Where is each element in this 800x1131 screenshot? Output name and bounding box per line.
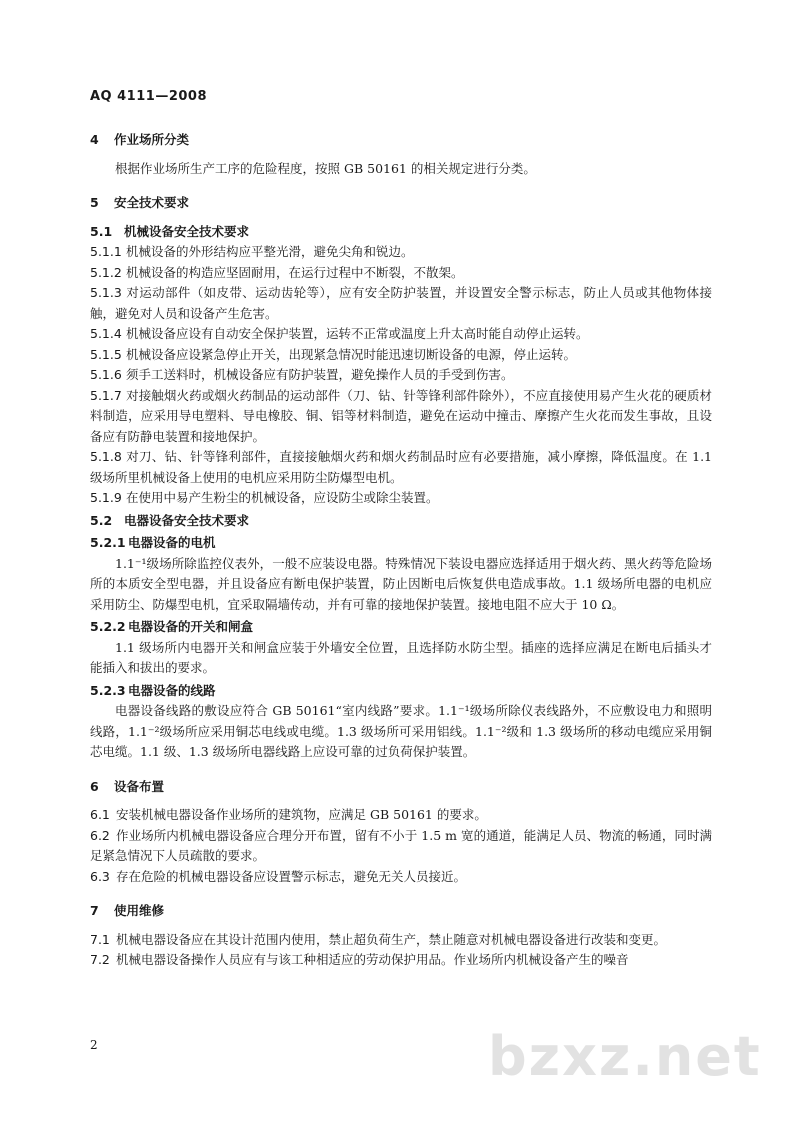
document-body <box>90 130 712 971</box>
clause <box>90 365 712 386</box>
clause <box>90 867 712 888</box>
subsection-heading <box>90 533 712 554</box>
heading-title: 电器设备的开关和闸盒 <box>128 619 254 634</box>
clause-number: 5.1.8 <box>90 449 122 464</box>
clause-number: 7.1 <box>90 931 110 947</box>
heading-number: 6 <box>90 778 99 794</box>
watermark-text: bzxz.net <box>488 1025 762 1088</box>
clause <box>90 826 712 867</box>
heading-number: 5.1 <box>90 223 113 239</box>
clause-text: 须手工送料时，机械设备应有防护装置，避免操作人员的手受到伤害。 <box>126 367 514 382</box>
subsection-heading <box>90 681 712 702</box>
clause-text: 机械电器设备应在其设计范围内使用，禁止超负荷生产，禁止随意对机械电器设备进行改装和变更。 <box>116 931 667 947</box>
clause-number: 5.1.5 <box>90 346 122 362</box>
heading-title: 机械设备安全技术要求 <box>124 223 250 239</box>
subsection-heading <box>90 222 712 243</box>
clause-number: 5.1.4 <box>90 326 122 341</box>
clause <box>90 283 712 324</box>
heading-number: 5 <box>90 195 99 210</box>
heading-title: 电器设备的电机 <box>128 535 216 550</box>
document-id: AQ 4111—2008 <box>90 89 208 104</box>
clause-number: 5.1.6 <box>90 367 122 382</box>
clause-text: 存在危险的机械电器设备应设置警示标志，避免无关人员接近。 <box>116 868 467 884</box>
heading-title: 作业场所分类 <box>114 132 190 147</box>
clause <box>90 324 712 345</box>
clause <box>90 447 712 488</box>
clause <box>90 242 712 263</box>
clause <box>90 805 712 826</box>
clause <box>90 263 712 284</box>
clause-number: 5.1.2 <box>90 264 122 280</box>
clause <box>90 345 712 366</box>
clause-text: 机械电器设备操作人员应有与该工种相适应的劳动保护用品。作业场所内机械设备产生的噪音 <box>116 952 629 967</box>
section-heading <box>90 130 712 151</box>
clause-text: 机械设备的外形结构应平整光滑，避免尖角和锐边。 <box>126 244 414 259</box>
heading-number: 5.2 <box>90 512 113 528</box>
clause-number: 5.1.7 <box>90 387 122 403</box>
page-number: 2 <box>90 1038 98 1052</box>
clause-number: 6.2 <box>90 827 110 843</box>
clause-number: 5.1.1 <box>90 244 122 259</box>
clause-text: 对接触烟火药或烟火药制品的运动部件（刀、钻、针等锋利部件除外），不应直接使用易产生火花的硬质材料制造，应采用导电塑料、导电橡胶、铜、铝等材料制造，避免在运动中撞击、摩擦产生火花而发生事故，且设备应有防静电装置和接地保护。 <box>90 387 712 444</box>
clause <box>90 488 712 509</box>
section-heading <box>90 777 712 798</box>
clause-number: 7.2 <box>90 952 110 967</box>
clause-number: 5.1.3 <box>90 285 122 300</box>
clause-text: 机械设备应设有自动安全保护装置，运转不正常或温度上升太高时能自动停止运转。 <box>126 326 589 341</box>
heading-number: 5.2.1 <box>90 535 126 550</box>
section-heading <box>90 193 712 214</box>
heading-number: 5.2.2 <box>90 619 126 634</box>
section-heading <box>90 901 712 922</box>
clause <box>90 930 712 951</box>
heading-title: 电器设备安全技术要求 <box>124 512 250 528</box>
paragraph: 根据作业场所生产工序的危险程度，按照 GB 50161 的相关规定进行分类。 <box>115 160 536 176</box>
clause-text: 对刀、钻、针等锋利部件，直接接触烟火药和烟火药制品时应有必要措施，减小摩擦，降低温度。在 1.1 级场所里机械设备上使用的电机应采用防尘防爆型电机。 <box>90 449 712 485</box>
heading-number: 7 <box>90 903 99 918</box>
paragraph: 1.1 级场所内电器开关和闸盒应装于外墙安全位置，且选择防水防尘型。插座的选择应满足在断电后插头才能插入和拔出的要求。 <box>90 639 712 675</box>
heading-title: 电器设备的线路 <box>128 682 216 698</box>
clause <box>90 386 712 448</box>
heading-title: 使用维修 <box>114 903 165 918</box>
heading-title: 设备布置 <box>114 778 165 794</box>
clause-number: 5.1.9 <box>90 490 122 505</box>
subsection-heading <box>90 617 712 638</box>
heading-number: 4 <box>90 132 99 147</box>
paragraph: 1.1⁻¹级场所除监控仪表外，一般不应装设电器。特殊情况下装设电器应选择适用于烟火药、黑火药等危险场所的本质安全型电器，并且设备应有断电保护装置，防止因断电后恢复供电造成事故。1.1 级场所电器的电机应采用防尘、防爆型电机，宜采取隔墙传动，并有可靠的接地保护装置。接地电阻不应大于 10 Ω。 <box>90 555 712 612</box>
clause-number: 6.3 <box>90 868 110 884</box>
heading-title: 安全技术要求 <box>114 195 190 210</box>
heading-number: 5.2.3 <box>90 682 126 698</box>
subsection-heading <box>90 511 712 532</box>
clause-text: 机械设备的构造应坚固耐用，在运行过程中不断裂，不散架。 <box>126 264 464 280</box>
clause-text: 对运动部件（如皮带、运动齿轮等），应有安全防护装置，并设置安全警示标志，防止人员或其他物体接触，避免对人员和设备产生危害。 <box>90 285 712 321</box>
clause-text: 机械设备应设紧急停止开关，出现紧急情况时能迅速切断设备的电源，停止运转。 <box>126 346 577 362</box>
paragraph: 电器设备线路的敷设应符合 GB 50161“室内线路”要求。1.1⁻¹级场所除仪表线路外，不应敷设电力和照明线路，1.1⁻²级场所应采用铜芯电线或电缆。1.3 级场所可采用铝线。1.1⁻²级和 1.3 级场所的移动电缆应采用铜芯电缆。1.1 级、1.3 级场所电器线路上应设可靠的过负荷保护装置。 <box>90 703 712 759</box>
clause-text: 在使用中易产生粉尘的机械设备，应设防尘或除尘装置。 <box>126 490 439 505</box>
clause-text: 作业场所内机械电器设备应合理分开布置，留有不小于 1.5 m 宽的通道，能满足人员、物流的畅通，同时满足紧急情况下人员疏散的要求。 <box>90 827 712 863</box>
clause-number: 6.1 <box>90 807 110 822</box>
clause-text: 安装机械电器设备作业场所的建筑物，应满足 GB 50161 的要求。 <box>116 807 487 822</box>
clause <box>90 950 712 971</box>
